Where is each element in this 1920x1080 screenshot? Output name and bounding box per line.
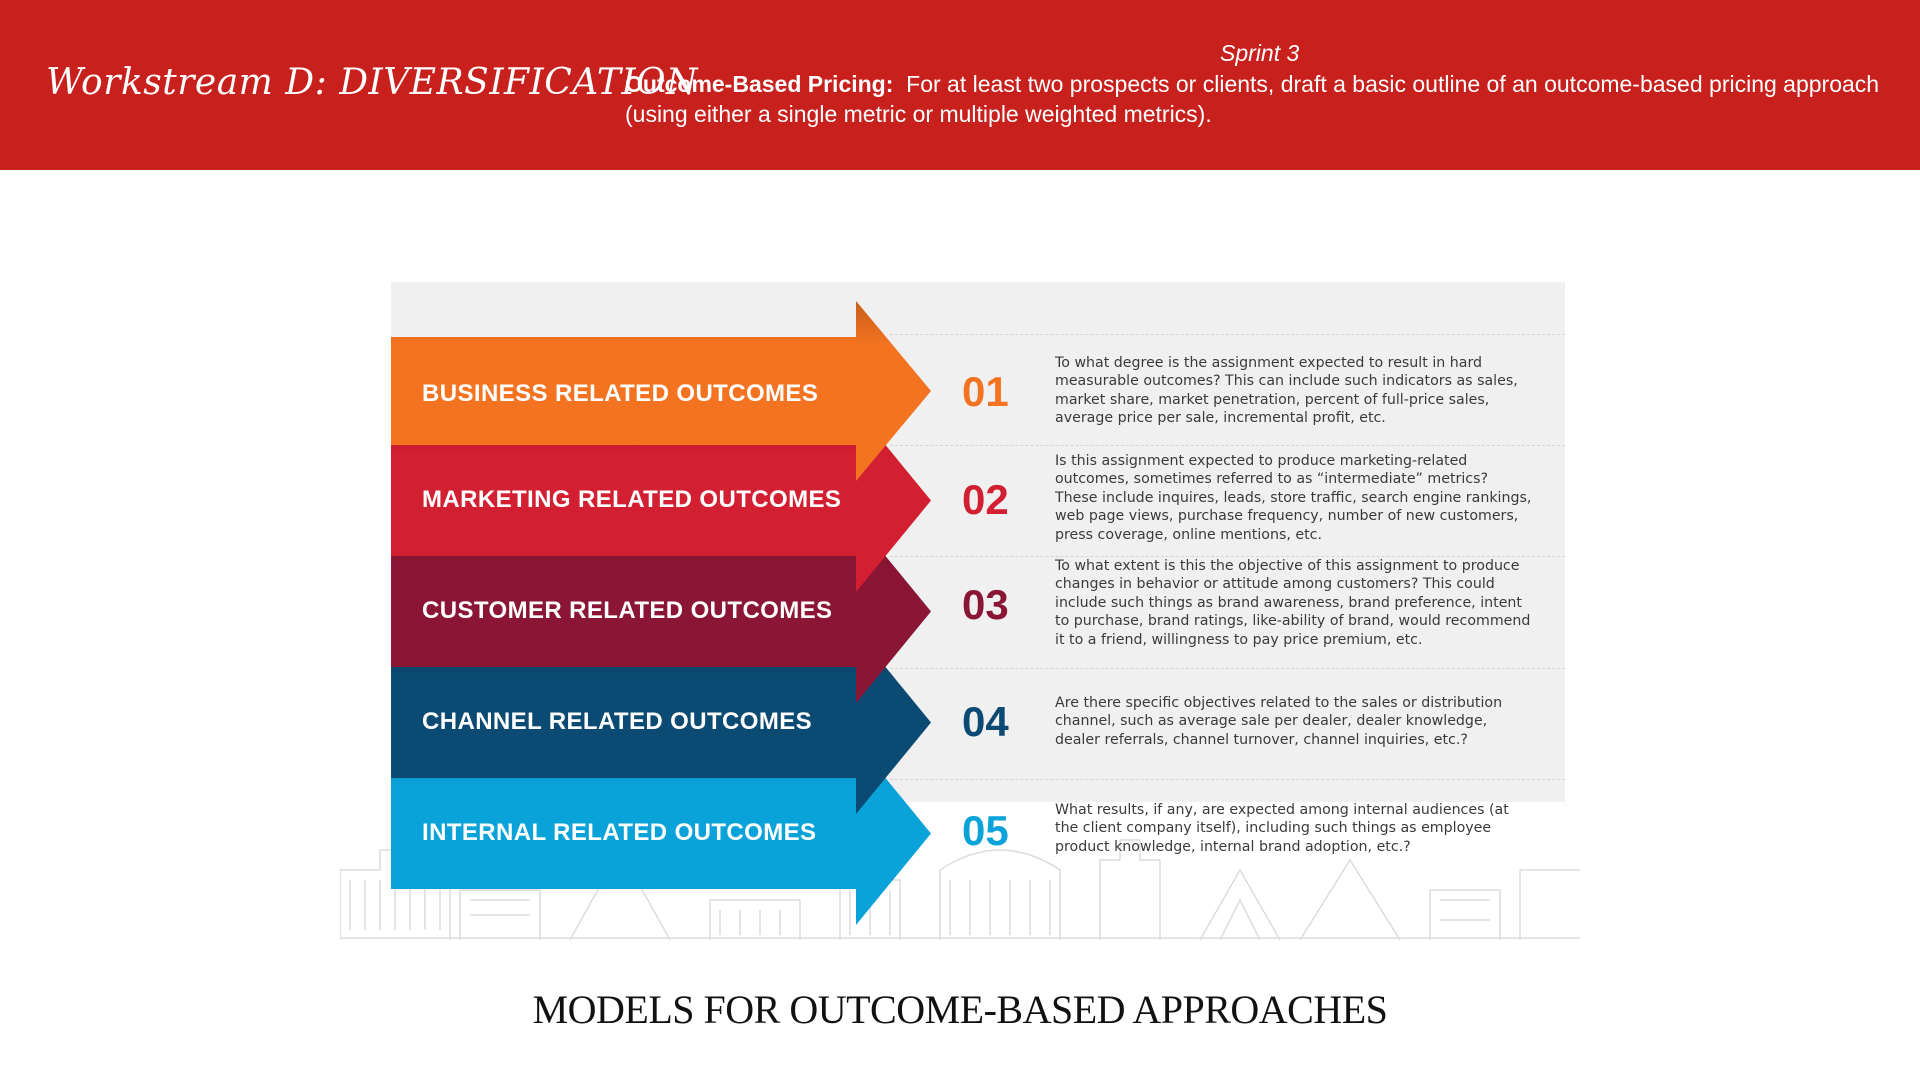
customer-outcomes-label: CUSTOMER RELATED OUTCOMES <box>422 597 833 624</box>
figure-caption: MODELS FOR OUTCOME-BASED APPROACHES <box>532 987 1388 1032</box>
channel-outcomes-label: CHANNEL RELATED OUTCOMES <box>422 708 813 735</box>
marketing-outcomes-label: MARKETING RELATED OUTCOMES <box>422 486 842 513</box>
outcome-number-02: 02 <box>962 476 1009 523</box>
outcome-number-04: 04 <box>962 698 1009 745</box>
customer-outcomes-description: To what extent is this the objective of this assignment to produce changes in behavior or attitude among customers? This could include such things as brand awareness, brand preference, intent to purchase, brand ratings, like-ability of brand, would recommend it to a friend, willingness to pay price premium, etc. <box>1055 558 1531 648</box>
outcome-number-05: 05 <box>962 807 1009 854</box>
business-outcomes-description: To what degree is the assignment expected to result in hard measurable outcomes? This can include such indicators as sales, market share, market penetration, percent of full-price sales, average price per sale, incremental profit, etc. <box>1055 355 1518 427</box>
task-text: For at least two prospects or clients, draft a basic outline of an outcome-based pricing approach (using either a single metric or multiple weighted metrics). <box>625 71 1880 127</box>
channel-outcomes-description: Are there specific objectives related to the sales or distribution channel, such as average sale per dealer, dealer knowledge, dealer referrals, channel turnover, channel inquiries, etc.? <box>1055 695 1503 748</box>
outcome-number-03: 03 <box>962 581 1009 628</box>
outcome-number-01: 01 <box>962 368 1009 415</box>
task-label: Outcome-Based Pricing: <box>625 71 894 97</box>
marketing-outcomes-description: Is this assignment expected to produce marketing-related outcomes, sometimes referred to as “intermediate” metrics? These include inquires, leads, store traffic, search engine rankings, web page views, purchase frequency, number of new customers, press coverage, online mentions, etc. <box>1055 453 1532 543</box>
internal-outcomes-description: What results, if any, are expected among internal audiences (at the client company itself), including such things as employee product knowledge, internal brand adoption, etc.? <box>1055 802 1509 855</box>
workstream-title: Workstream D: DIVERSIFICATION <box>46 62 699 103</box>
internal-outcomes-label: INTERNAL RELATED OUTCOMES <box>422 819 817 846</box>
business-outcomes-label: BUSINESS RELATED OUTCOMES <box>422 380 819 407</box>
sprint-label: Sprint 3 <box>1220 40 1300 66</box>
